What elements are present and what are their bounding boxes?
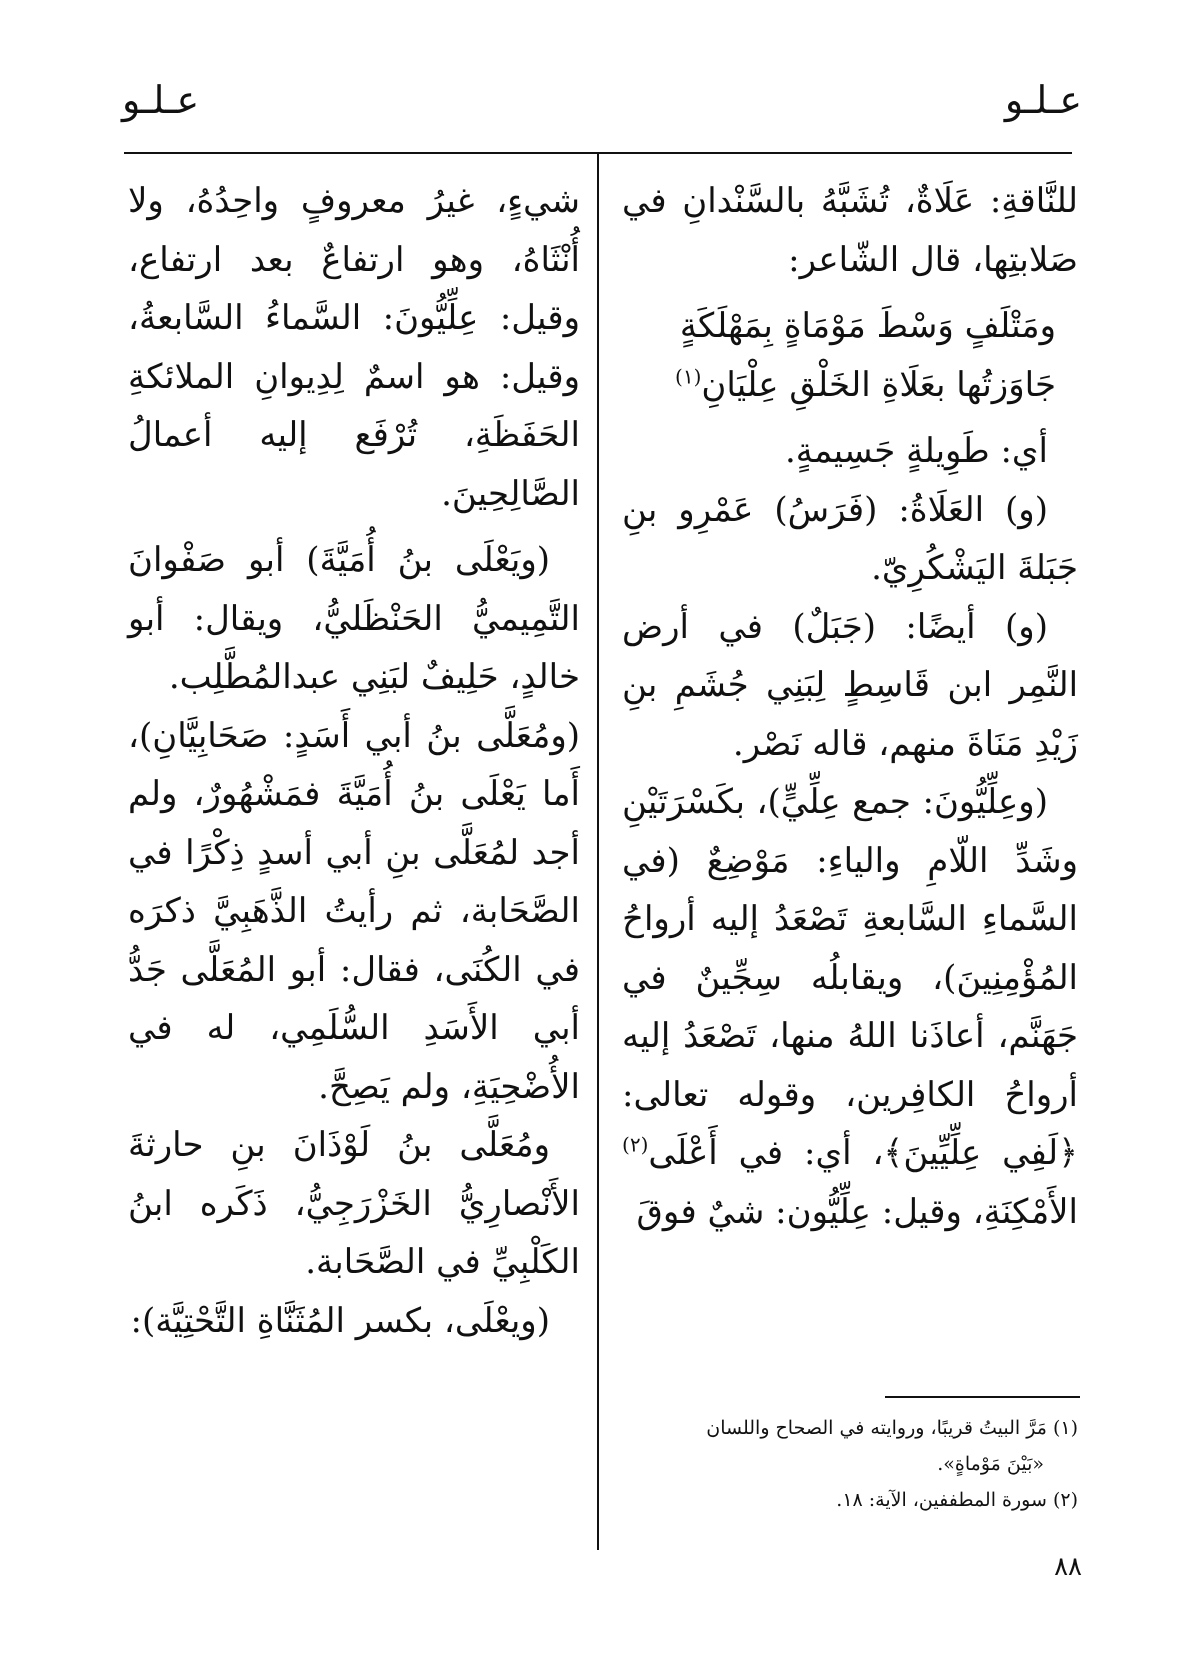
footnotes	[640, 1410, 1078, 1518]
entry-paragraph: (ومُعَلَّى بنُ أبي أَسَدٍ: صَحَابِيَّانِ)، أَما يَعْلَى بنُ أُمَيَّةَ فمَشْهُورٌ، ولم أجد لمُعَلَّى بنِ أبي أسدٍ ذِكْرًا في الصَّحَابة، ثم رأيتُ الذَّهَبِيَّ ذكرَه في الكُنَى، فقال: أبو المُعَلَّى جَدُّ أبي الأَسَدِ السُّلَمِي، له في الأُضْحِيَةِ، ولم يَصِحَّ.	[128, 715, 580, 1107]
text-line: للنَّاقةِ: عَلَاةٌ، تُشَبَّهُ بالسَّنْدانِ في صَلابتِها، قال الشّاعر:	[622, 181, 1078, 280]
footnote-marker: (١)	[675, 364, 702, 389]
entry-paragraph: (وعِلِّيُّونَ: جمع عِلِّيٍّ)، بكَسْرَتَيْنِ وشَدِّ اللّامِ والياءِ: مَوْضِعٌ (في السَّماءِ السَّابعةِ تَصْعَدُ إليه أرواحُ المُؤْمِنِينَ)، ويقابلُه سِجِّينٌ في جَهَنَّم، أعاذَنا اللهُ منها، تَصْعَدُ إليه أرواحُ الكافِرين، وقوله تعالى: ﴿لَفِي عِلِّيِّينَ﴾، أي: في أَعْلَى$^{(٢)}$ الأَمْكِنَةِ، وقيل: عِلِّيُّون: شيٌ فوقَ	[622, 782, 1078, 1232]
entry-paragraph: (و) العَلَاةُ: (فَرَسُ) عَمْرِو بنِ جَبَلةَ اليَشْكُرِيّ.	[622, 489, 1078, 588]
entry-paragraph: (ويَعْلَى بنُ أُمَيَّةَ) أبو صَفْوانَ التَّمِيميُّ الحَنْظَليُّ، ويقال: أبو خالدٍ، حَلِيفٌ لبَنِي عبدالمُطَّلِب.	[128, 540, 580, 697]
footnote-marker: (٢)	[622, 1132, 649, 1157]
footnote-1: (١) مَرَّ البيتُ قريبًا، وروايته في الصحاح واللسان	[706, 1417, 1078, 1439]
entry-paragraph: ومُعَلَّى بنُ لَوْذَانَ بنِ حارثةَ الأَنْصارِيُّ الخَزْرَجِيُّ، ذَكَره ابنُ الكَلْبِيِّ في الصَّحَابة.	[128, 1125, 580, 1282]
entry-paragraph: (ويعْلَى، بكسر المُثَنَّاةِ التَّحْتِيَّة):	[130, 1300, 550, 1341]
text-line: أي: طَوِيلةٍ جَسِيمةٍ.	[784, 431, 1048, 471]
verse-line: ومَتْلَفٍ وَسْطَ مَوْمَاةٍ بِمَهْلَكَةٍ	[679, 306, 1056, 346]
right-column	[622, 172, 1078, 1241]
running-header-right: عـلـو	[1004, 78, 1082, 122]
footnote-2: (٢) سورة المطففين، الآية: ١٨.	[836, 1489, 1078, 1511]
footnote-1-continuation: «بَيْنَ مَوْماةٍ».	[937, 1453, 1044, 1475]
entry-paragraph: (و) أيضًا: (جَبَلٌ) في أرض النَّمِر ابن قَاسِطٍ لِبَنِي جُشَمِ بنِ زَيْدِ مَنَاةَ منهم، قاله نَصْر.	[622, 606, 1079, 764]
page-number: ٨٨	[1054, 1552, 1082, 1582]
column-divider	[597, 152, 599, 1550]
running-header-left: عـلـو	[122, 78, 200, 122]
verse-line: جَاوَزتُها بعَلَاةِ الخَلْقِ عِلْيَانِ$^{(١)}$	[675, 364, 1056, 405]
footnote-rule	[885, 1396, 1080, 1398]
entry-paragraph: شيءٍ، غيرُ معروفٍ واحِدُهُ، ولا أُنْثَاهُ، وهو ارتفاعٌ بعد ارتفاع، وقيل: عِلِّيُّونَ: السَّماءُ السَّابعةُ، وقيل: هو اسمٌ لِدِيوانِ الملائكةِ الحَفَظَةِ، تُرْفَع إليه أعمالُ الصَّالِحِينَ.	[128, 181, 580, 514]
left-column	[128, 172, 580, 1350]
